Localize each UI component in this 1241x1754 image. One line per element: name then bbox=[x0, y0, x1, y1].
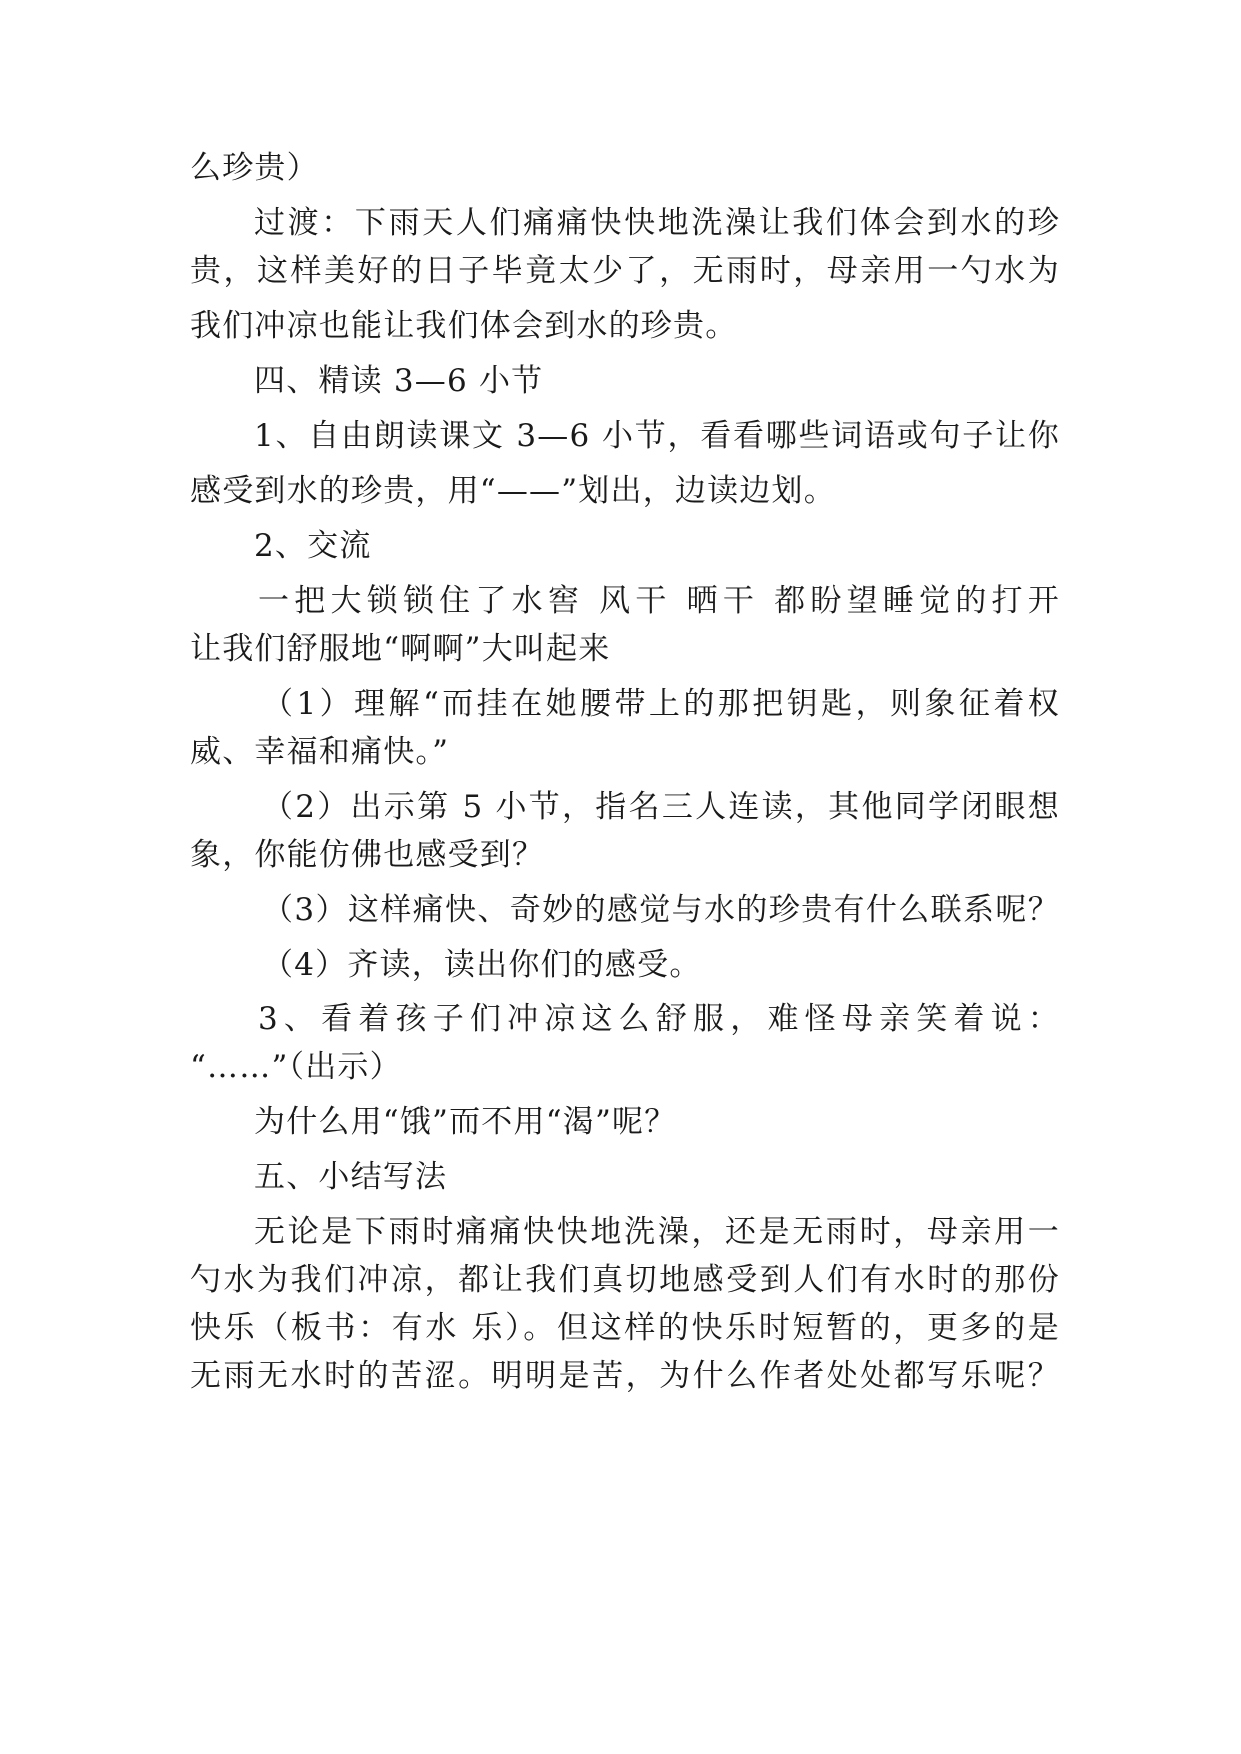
text-line: 么珍贵） bbox=[190, 150, 319, 186]
text-line: 一把大锁锁住了水窖 风干 晒干 都盼望睡觉的打开 bbox=[258, 583, 1060, 619]
text-line: 威、幸福和痛快。” bbox=[190, 734, 450, 770]
text-line: 感受到水的珍贵，用“——”划出，边读边划。 bbox=[190, 473, 836, 509]
text-line: （2）出示第 5 小节，指名三人连读，其他同学闭眼想 bbox=[262, 789, 1060, 825]
text-line: （3）这样痛快、奇妙的感觉与水的珍贵有什么联系呢？ bbox=[262, 892, 1060, 928]
text-line: 勺水为我们冲凉，都让我们真切地感受到人们有水时的那份 bbox=[190, 1262, 1060, 1298]
text-line: 我们冲凉也能让我们体会到水的珍贵。 bbox=[190, 308, 738, 344]
text-line: 贵，这样美好的日子毕竟太少了，无雨时，母亲用一勺水为 bbox=[190, 253, 1060, 289]
text-line: 无论是下雨时痛痛快快地洗澡，还是无雨时，母亲用一 bbox=[254, 1214, 1060, 1250]
text-line: 2、交流 bbox=[254, 528, 372, 564]
text-line: （1）理解“而挂在她腰带上的那把钥匙，则象征着权 bbox=[262, 686, 1060, 722]
text-line: 无雨无水时的苦涩。明明是苦，为什么作者处处都写乐呢？ bbox=[190, 1358, 1060, 1394]
text-line: 快乐（板书：有水 乐）。但这样的快乐时短暂的，更多的是 bbox=[190, 1310, 1060, 1346]
section-heading: 四、精读 3—6 小节 bbox=[254, 363, 544, 399]
text-line: 象，你能仿佛也感受到？ bbox=[190, 837, 545, 873]
text-line: 3、看着孩子们冲凉这么舒服，难怪母亲笑着说： bbox=[258, 1001, 1060, 1037]
text-line: 过渡：下雨天人们痛痛快快地洗澡让我们体会到水的珍 bbox=[254, 205, 1060, 241]
text-line: 让我们舒服地“啊啊”大叫起来 bbox=[190, 631, 611, 667]
text-line: 1、自由朗读课文 3—6 小节，看看哪些词语或句子让你 bbox=[254, 418, 1060, 454]
text-line: （4）齐读，读出你们的感受。 bbox=[262, 947, 702, 983]
text-line: “……”（出示） bbox=[190, 1049, 402, 1085]
section-heading: 五、小结写法 bbox=[254, 1159, 448, 1195]
text-line: 为什么用“饿”而不用“渴”呢？ bbox=[254, 1104, 677, 1140]
